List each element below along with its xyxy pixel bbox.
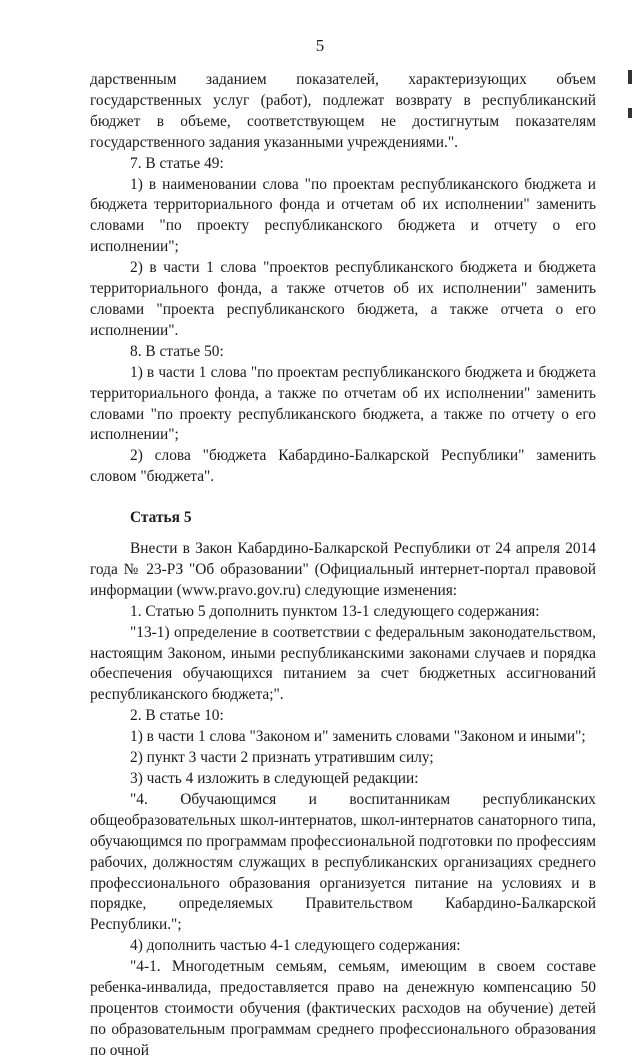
paragraph: 7. В статье 49: [130, 154, 224, 172]
paragraph: 1. Статью 5 дополнить пунктом 13-1 следующего содержания: [130, 602, 540, 620]
paragraph: 2) пункт 3 части 2 признать утратившим силу; [130, 749, 434, 767]
paragraph: "4-1. Многодетным семьям, семьям, имеющим в своем составе ребенка-инвалида, предоставляется право на денежную компенсацию 50 процентов стоимости обучения (фактических расходов на обучение) детей по образовательным программам среднего профессионального образования по очной [90, 958, 596, 1059]
document-body [90, 70, 596, 1062]
paragraph: 1) в части 1 слова "Законом и" заменить словами "Законом и иными"; [130, 728, 586, 746]
paragraph: 2. В статье 10: [130, 707, 224, 725]
paragraph: 4) дополнить частью 4-1 следующего содержания: [130, 937, 461, 955]
paragraph: "4. Обучающимся и воспитанникам республиканских общеобразовательных школ-интернатов, школ-интернатов санаторного типа, обучающимся по программам профессиональной подготовки по профессиям рабочих, должностям служащих в республиканских организациях среднего профессионального образования организуется питание на условиях и в порядке, определяемых Правительством Кабардино-Балкарской Республики."; [90, 790, 596, 934]
paragraph: 1) в части 1 слова "по проектам республиканского бюджета и бюджета территориального фонда, а также по отчетам об их исполнении" заменить словами "по проекту республиканского бюджета, а также по отчету о его исполнении"; [90, 363, 596, 444]
article-heading: Статья 5 [130, 509, 192, 527]
paragraph: 1) в наименовании слова "по проектам республиканского бюджета и бюджета территориального фонда и отчетам об их исполнении" заменить словами "по проекту республиканского бюджета и отчету о его исполнении"; [90, 175, 596, 256]
paragraph: "13-1) определение в соответствии с федеральным законодательством, настоящим Законом, иными республиканскими законами случаев и порядка обеспечения обучающихся питанием за счет бюджетных ассигнований республиканского бюджета;". [90, 623, 596, 704]
page-number: 5 [315, 36, 325, 55]
article-5-section [90, 539, 596, 1062]
scan-edge-mark [628, 108, 632, 118]
paragraph: дарственным заданием показателей, характеризующих объем государственных услуг (работ), подлежат возврату в республиканский бюджет в объеме, соответствующем не достигнутым показателям государственного задания указанными учреждениями.". [90, 71, 596, 151]
paragraph: Внести в Закон Кабардино-Балкарской Республики от 24 апреля 2014 года № 23-РЗ "Об образовании" (Официальный интернет-портал правовой информации (www.pravo.gov.ru) следующие изменения: [90, 540, 596, 599]
amendments-section [90, 70, 596, 488]
paragraph: 8. В статье 50: [130, 342, 224, 360]
paragraph: 2) в части 1 слова "проектов республиканского бюджета и бюджета территориального фонда, а также отчетов об их исполнении" заменить словами "проекта республиканского бюджета, а также отчета о его исполнении". [90, 259, 596, 339]
paragraph: 3) часть 4 изложить в следующей редакции: [130, 770, 419, 787]
scan-edge-mark [628, 70, 632, 84]
paragraph: 2) слова "бюджета Кабардино-Балкарской Республики" заменить словом "бюджета". [90, 447, 596, 486]
